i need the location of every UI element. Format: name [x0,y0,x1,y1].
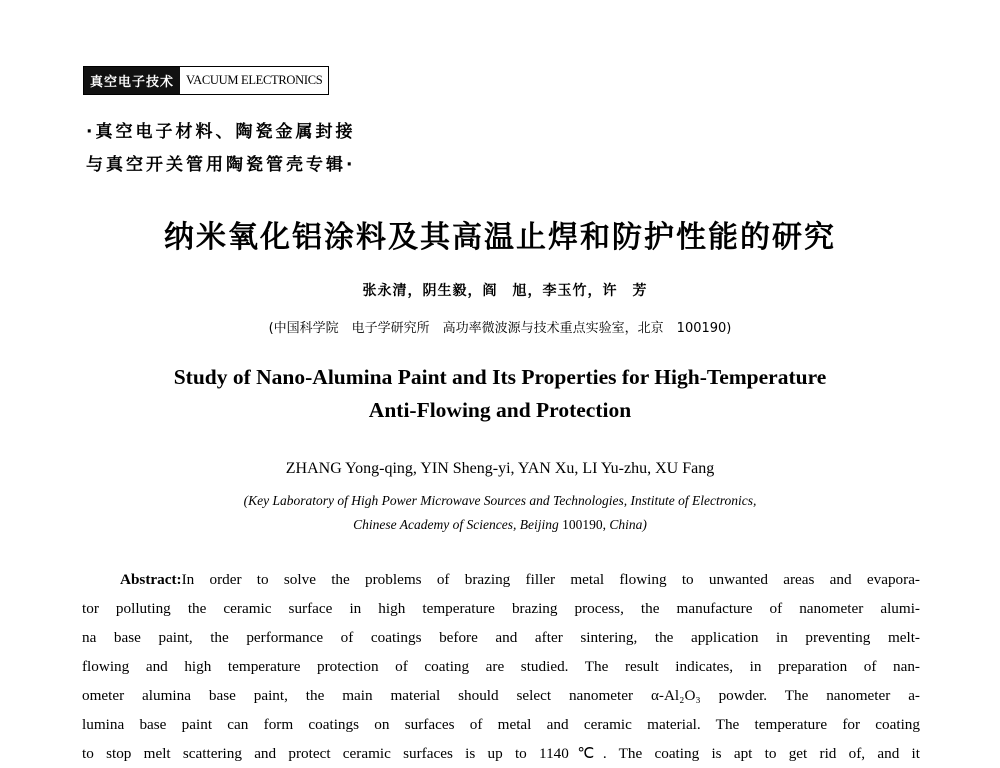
affiliation-cn: (中国科学院 电子学研究所 高功率微波源与技术重点实验室，北京 100190) [268,321,732,336]
affiliation-en-country: China) [609,517,647,532]
abstract-line: tor polluting the ceramic surface in high temperature brazing process, the manufacture of nanometer alumi- [82,600,920,617]
title-cn: 纳米氧化铝涂料及其高温止焊和防护性能的研究 [164,220,836,255]
abstract-line-text: In order to solve the problems of brazing filler metal flowing to unwanted areas and evapora- [181,571,920,588]
abstract-line: to stop melt scattering and protect ceramic surfaces is up to 1140℃. The coating is apt to get rid of, and it [82,745,920,762]
special-issue-line-1: ·真空电子材料、陶瓷金属封接 [86,122,356,142]
affiliation-en-line-2 [0,513,1000,537]
title-en-line-2: Anti-Flowing and Protection [368,398,632,422]
abstract [82,565,920,768]
affiliation-en [0,489,1000,537]
abstract-line: flowing and high temperature protection of coating are studied. The result indicates, in preparation of nan- [82,658,920,675]
journal-name-en: VACUUM ELECTRONICS [180,67,328,94]
affiliation-en-line-2-part-a: Chinese Academy of Sciences, Beijing [353,517,559,532]
journal-badge [83,66,329,95]
abstract-line: ometer alumina base paint, the main material should select nanometer α-Al₂O₃ powder. The nanometer a- [82,687,920,704]
abstract-label: Abstract: [120,571,182,588]
authors-cn: 张永清，阴生毅，阎 旭，李玉竹，许 芳 [362,283,648,299]
affiliation-en-postcode: 100190, [562,517,606,532]
title-en [0,361,1000,427]
abstract-line [82,565,920,594]
journal-name-cn: 真空电子技术 [84,67,180,94]
authors-en: ZHANG Yong-qing, YIN Sheng-yi, YAN Xu, LI Yu-zhu, XU Fang [285,460,715,477]
affiliation-en-line-1: (Key Laboratory of High Power Microwave Sources and Technologies, Institute of Electronics, [243,493,757,508]
abstract-line: lumina base paint can form coatings on surfaces of metal and ceramic material. The temperature for coating [82,716,920,733]
title-en-line-1: Study of Nano-Alumina Paint and Its Properties for High-Temperature [173,365,827,389]
abstract-line: na base paint, the performance of coatings before and after sintering, the application in preventing melt- [82,629,920,646]
special-issue-line-2: 与真空开关管用陶瓷管壳专辑· [86,155,356,175]
